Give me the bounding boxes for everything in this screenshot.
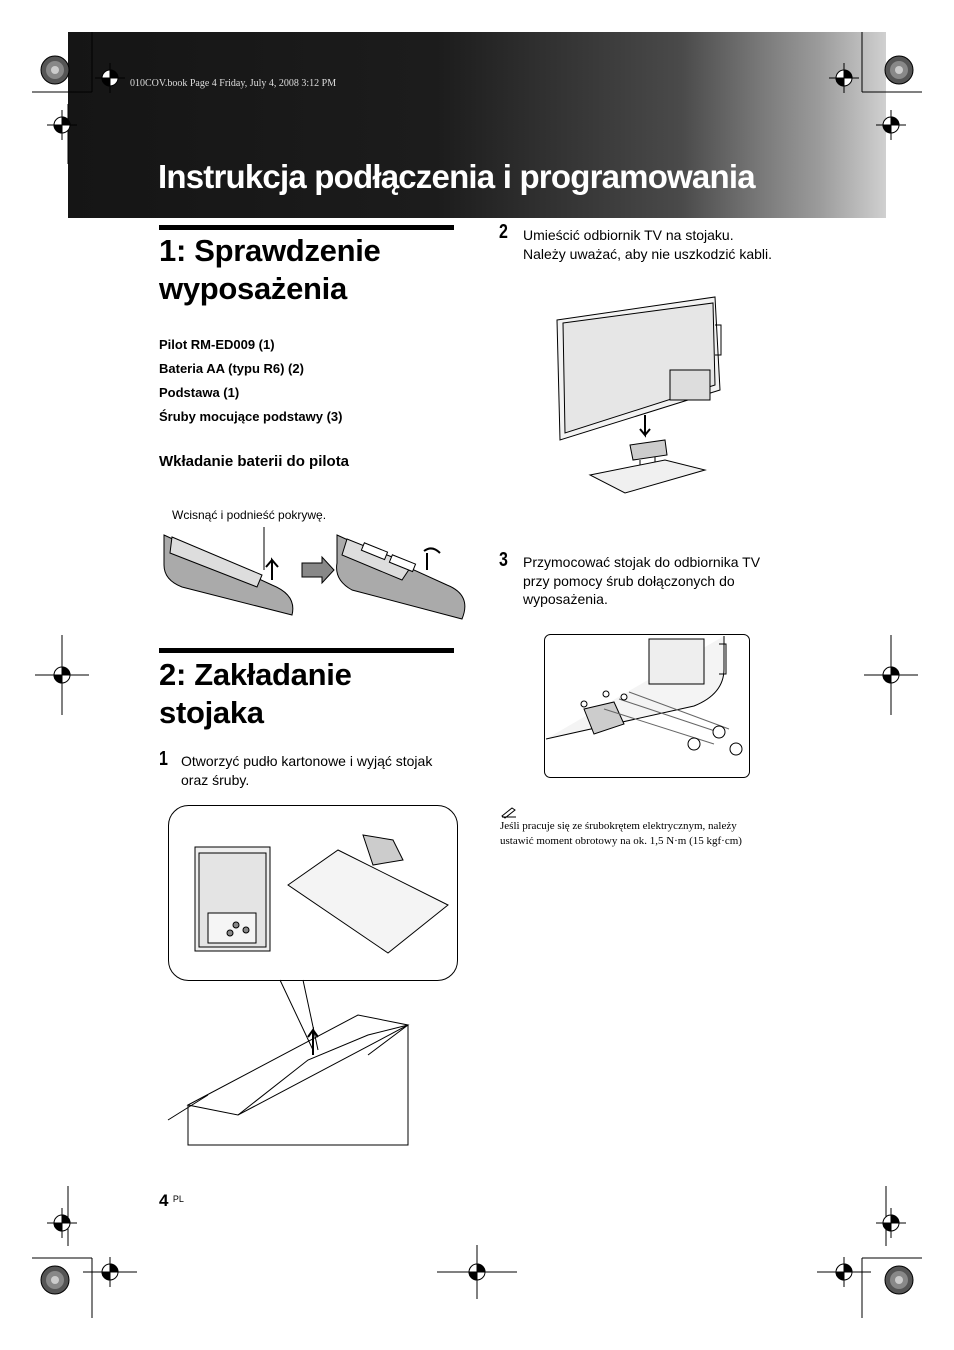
crosshair-mark <box>876 660 906 690</box>
color-wheel-mark <box>40 1265 70 1295</box>
list-item: Bateria AA (typu R6) (2) <box>159 361 304 376</box>
page-title: Instrukcja podłączenia i programowania <box>158 158 755 195</box>
step-number: 2 <box>499 221 508 243</box>
section-rule <box>159 648 454 653</box>
step-text: Przymocować stojak do odbiornika TV przy pomocy śrub dołączonych do wyposażenia. <box>523 554 761 607</box>
step-number: 1 <box>159 748 168 770</box>
pencil-note-icon <box>501 806 517 818</box>
tv-on-stand-illustration <box>555 295 725 495</box>
battery-caption: Wcisnąć i podnieść pokrywę. <box>172 508 327 522</box>
crosshair-mark <box>829 1257 859 1287</box>
crosshair-mark <box>876 110 906 140</box>
step-number: 3 <box>499 549 508 571</box>
section1-title: 1: Sprawdzenie wyposażenia <box>159 233 381 306</box>
crosshair-mark <box>47 110 77 140</box>
list-item: Pilot RM-ED009 (1) <box>159 337 275 352</box>
remote-battery-illustration <box>162 525 472 625</box>
step-text: Otworzyć pudło kartonowe i wyjąć stojak oraz śruby. <box>181 753 433 788</box>
step-text: Umieścić odbiornik TV na stojaku. Należy uważać, aby nie uszkodzić kabli. <box>523 227 773 262</box>
list-item: Śruby mocujące podstawy (3) <box>159 409 343 424</box>
page-number: 4 $^{PL}$ <box>159 1191 184 1210</box>
screw-attach-illustration <box>544 634 750 778</box>
color-wheel-mark <box>884 55 914 85</box>
crosshair-mark <box>876 1208 906 1238</box>
section2-title: 2: Zakładanie stojaka <box>159 657 352 730</box>
carton-illustration <box>168 805 468 1150</box>
crosshair-mark <box>47 1208 77 1238</box>
crosshair-mark <box>47 660 77 690</box>
crosshair-mark <box>829 63 859 93</box>
book-info: 010COV.book Page 4 Friday, July 4, 2008 3:12 PM <box>130 78 337 89</box>
subheading: Wkładanie baterii do pilota <box>159 453 350 470</box>
section-rule <box>159 225 454 230</box>
color-wheel-mark <box>884 1265 914 1295</box>
list-item: Podstawa (1) <box>159 385 240 400</box>
crosshair-mark <box>95 63 125 93</box>
color-wheel-mark <box>40 55 70 85</box>
crosshair-mark <box>462 1257 492 1287</box>
note-text: Jeśli pracuje się ze śrubokrętem elektrycznym, należy ustawić moment obrotowy na ok. 1,5 N·m (15 kgf·cm) <box>500 820 742 847</box>
crosshair-mark <box>95 1257 125 1287</box>
equipment-list <box>159 333 343 429</box>
